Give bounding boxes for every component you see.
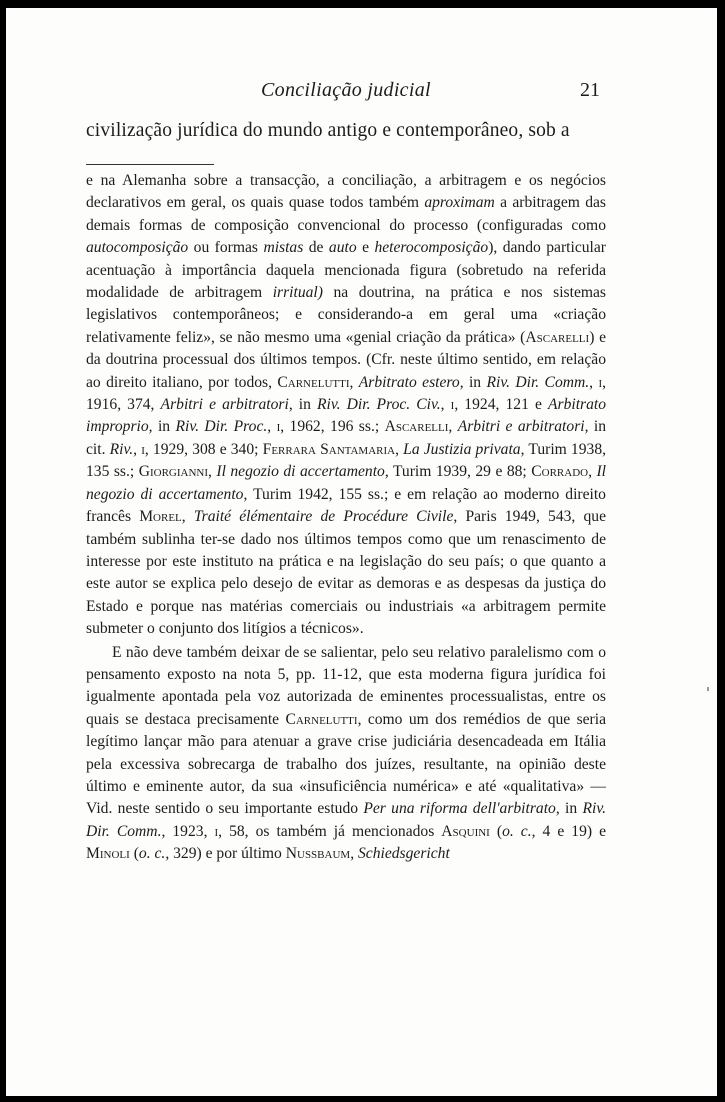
book-page <box>6 8 717 1096</box>
running-head <box>6 79 717 109</box>
footnote-block <box>86 170 606 866</box>
footnote-paragraph-1: e na Alemanha sobre a transacção, a conciliação, a arbitragem e os negócios declarativos em geral, os quais quase todos também aproximam a arbitragem das demais formas de composição convencional do processo (configuradas como autocomposição ou formas mistas de auto e heterocomposição), dando particular acentuação à importância daquela mencionada figura (sobretudo na referida modalidade de arbitragem irritual) na doutrina, na prática e nos sistemas legislativos contemporâneos; e considerando-a em geral uma «criação relativamente feliz», se não mesmo uma «genial criação da prática» (Ascarelli) e da doutrina processual dos últimos tempos. (Cfr. neste último sentido, em relação ao direito italiano, por todos, Carnelutti, Arbitrato estero, in Riv. Dir. Comm., i, 1916, 374, Arbitri e arbitratori, in Riv. Dir. Proc. Civ., i, 1924, 121 e Arbitrato improprio, in Riv. Dir. Proc., i, 1962, 196 ss.; Ascarelli, Arbitri e arbitratori, in cit. Riv., i, 1929, 308 e 340; Ferrara Santamaria, La Justizia privata, Turim 1938, 135 ss.; Giorgianni, Il negozio di accertamento, Turim 1939, 29 e 88; Corrado, Il negozio di accertamento, Turim 1942, 155 ss.; e em relação ao moderno direito francês Morel, Traité élémentaire de Procédure Civile, Paris 1949, 543, que também sublinha ter-se dado nos últimos tempos como que um renascimento de interesse por este instituto na prática e na legislação do seu país; o que quanto a este autor se explica pelo desejo de evitar as demoras e as despesas da justiça do Estado e porque nas matérias comerciais ou industriais «a arbitragem permite submeter o conjunto dos litígios a técnicos». <box>86 172 607 638</box>
footnote-paragraph-2: E não deve também deixar de se salientar, pelo seu relativo paralelismo com o pensamento exposto na nota 5, pp. 11-12, que esta moderna figura jurídica foi igualmente apontada pela voz autorizada de eminentes processualistas, entre os quais se destaca precisamente Carnelutti, como um dos remédios de que seria legítimo lançar mão para atenuar a grave crise judiciária desencadeada em Itália pela excessiva sobrecarga de trabalho dos juízes, resultante, na opinião deste último e eminente autor, da sua «insuficiência numérica» e até «qualitativa» — Vid. neste sentido o seu importante estudo Per una riforma dell'arbitrato, in Riv. Dir. Comm., 1923, i, 58, os também já mencionados Asquini (o. c., 4 e 19) e Minoli (o. c., 329) e por último Nussbaum, Schiedsgericht <box>86 643 607 863</box>
scan-artifact <box>707 687 709 691</box>
body-text-line: civilização jurídica do mundo antigo e contemporâneo, sob a <box>86 120 570 141</box>
footnote-rule <box>86 164 214 165</box>
running-title: Conciliação judicial <box>261 79 431 101</box>
page-number: 21 <box>580 79 600 101</box>
